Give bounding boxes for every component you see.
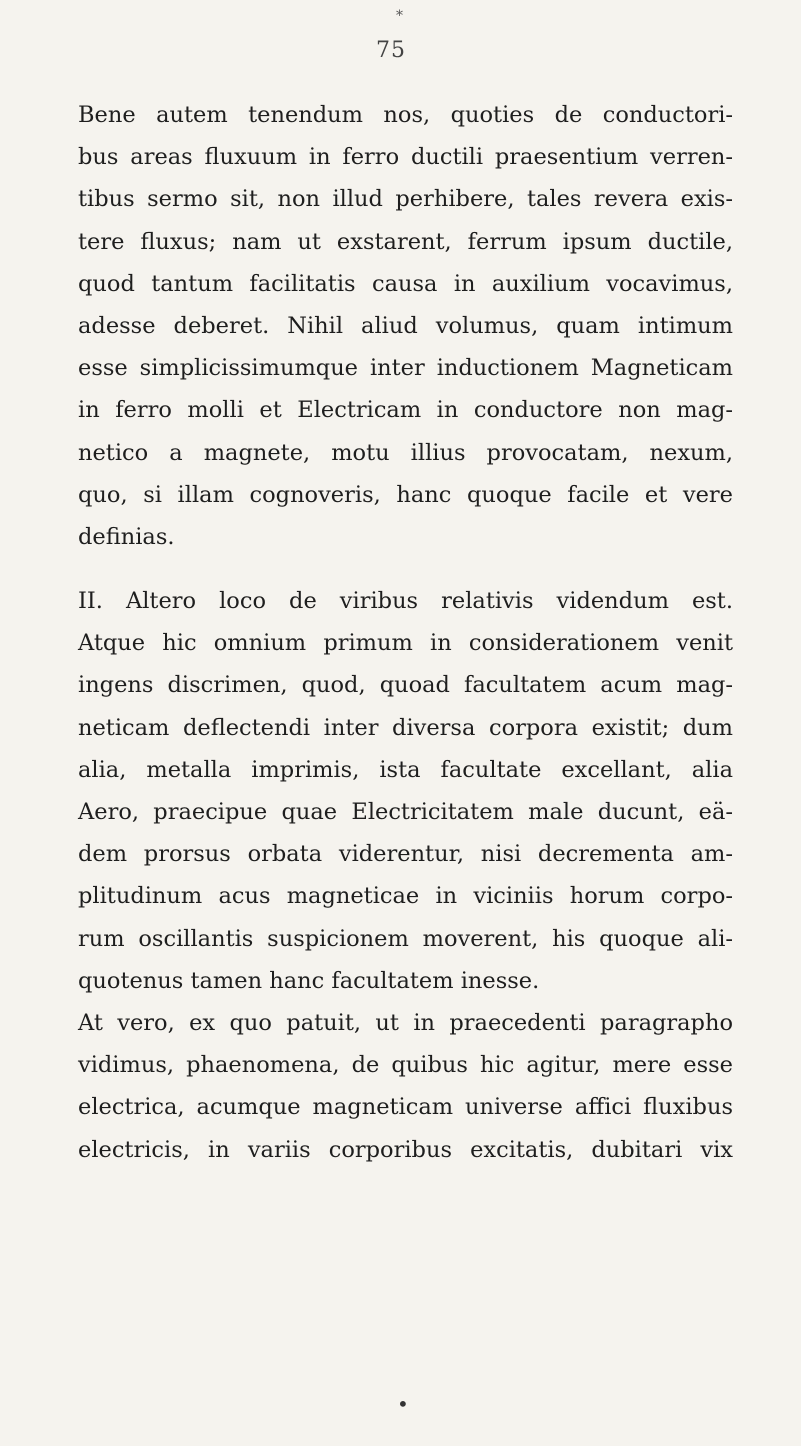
- text-line: definias.: [78, 523, 175, 550]
- text-line: At vero, ex quo patuit, ut in praecedenti paragrapho: [78, 1009, 733, 1036]
- text-line: electrica, acumque magneticam universe affici fluxibus: [78, 1094, 733, 1121]
- text-line: ingens discrimen, quod, quoad facultatem acum mag-: [78, 672, 733, 699]
- text-line: neticam deflectendi inter diversa corpora existit; dum: [78, 714, 733, 741]
- text-line: rum oscillantis suspicionem moverent, his quoque ali-: [78, 925, 733, 952]
- text-line: tere fluxus; nam ut exstarent, ferrum ipsum ductile,: [78, 228, 733, 255]
- page-number: 75: [376, 38, 406, 63]
- text-line: esse simplicissimumque inter inductionem Magneticam: [78, 355, 733, 382]
- text-line: quod tantum facilitatis causa in auxilium vocavimus,: [78, 270, 733, 297]
- text-line: quo, si illam cognoveris, hanc quoque facile et vere: [78, 481, 733, 508]
- text-line: netico a magnete, motu illius provocatam, nexum,: [78, 439, 733, 466]
- text-line: adesse deberet. Nihil aliud volumus, quam intimum: [78, 312, 733, 339]
- text-line: electricis, in variis corporibus excitatis, dubitari vix: [78, 1136, 733, 1163]
- text-line: Aero, praecipue quae Electricitatem male ducunt, eä-: [78, 799, 733, 825]
- text-line: quotenus tamen hanc facultatem inesse.: [78, 967, 540, 994]
- text-line: Atque hic omnium primum in considerationem venit: [78, 630, 733, 657]
- text-line: alia, metalla imprimis, ista facultate excellant, alia: [78, 756, 733, 783]
- text-line: in ferro molli et Electricam in conductore non mag-: [78, 397, 733, 424]
- paragraph-gap: [78, 558, 733, 580]
- text-line: Bene autem tenendum nos, quoties de conductori-: [78, 102, 733, 128]
- text-line: bus areas fluxuum in ferro ductili praesentium verren-: [78, 144, 733, 171]
- text-line: vidimus, phaenomena, de quibus hic agitur, mere esse: [78, 1052, 733, 1079]
- paragraph-1: [78, 94, 733, 558]
- paragraph-3: [78, 1002, 733, 1171]
- text-line: dem prorsus orbata viderentur, nisi decrementa am-: [78, 841, 733, 868]
- text-line: plitudinum acus magneticae in viciniis horum corpo-: [78, 883, 733, 910]
- bottom-mark: •: [397, 1392, 409, 1416]
- body-text: [78, 94, 733, 1171]
- text-line: II. Altero loco de viribus relativis videndum est.: [78, 588, 733, 615]
- top-mark: *: [396, 8, 403, 24]
- text-line: tibus sermo sit, non illud perhibere, tales revera exis-: [78, 186, 733, 213]
- paragraph-2: [78, 580, 733, 1002]
